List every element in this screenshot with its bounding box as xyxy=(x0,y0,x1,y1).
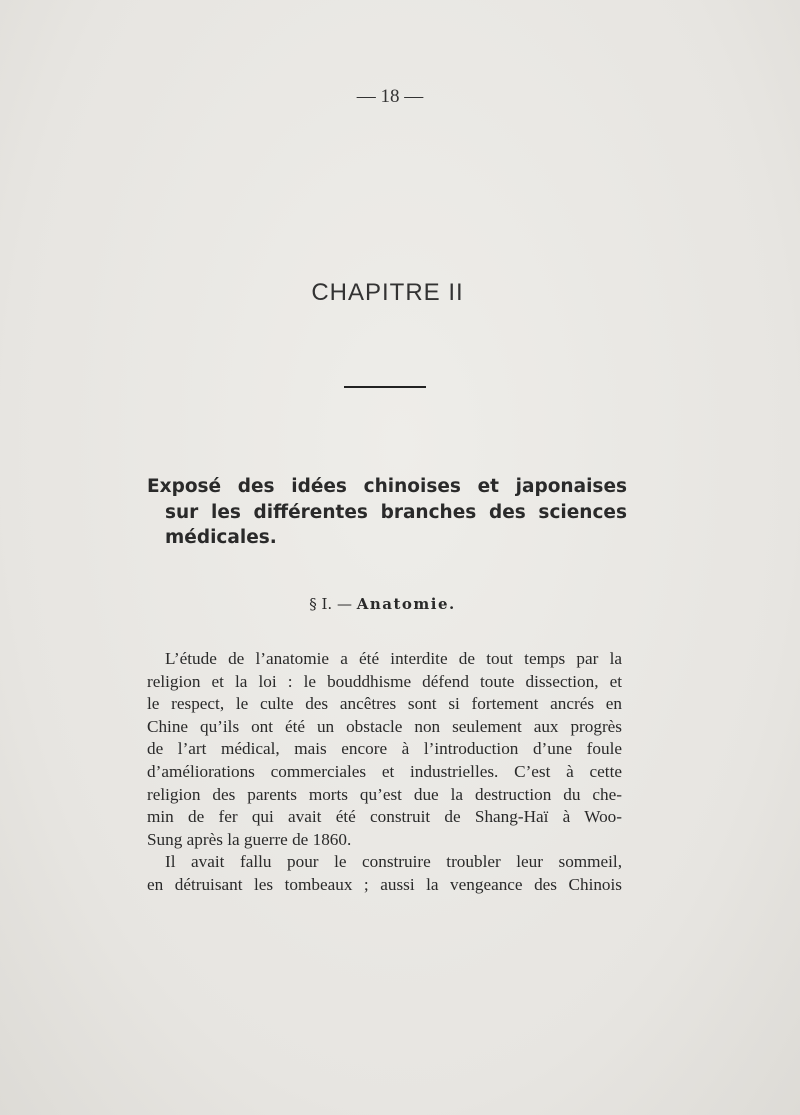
subtitle-line: médicales. xyxy=(165,527,277,548)
body-line: d’améliorations commerciales et industrielles. C’est à cette xyxy=(147,761,622,781)
body-paragraphs xyxy=(147,648,622,897)
body-line: le respect, le culte des ancêtres sont si fortement ancrés en xyxy=(147,694,622,714)
body-line: de l’art médical, mais encore à l’introduction d’une foule xyxy=(147,739,622,759)
body-line: religion des parents morts qu’est due la destruction du che- xyxy=(147,784,622,804)
body-line: en détruisant les tombeaux ; aussi la vengeance des Chinois xyxy=(147,874,622,894)
section-name: Anatomie. xyxy=(356,595,456,613)
body-line: Chine qu’ils ont été un obstacle non seulement aux progrès xyxy=(147,716,622,736)
body-line: Il avait fallu pour le construire troubler leur sommeil, xyxy=(165,852,622,872)
chapter-subtitle xyxy=(147,474,627,551)
chapter-title: CHAPITRE II xyxy=(311,279,464,306)
body-line: religion et la loi : le bouddhisme défend toute dissection, et xyxy=(147,671,622,691)
page-number: — 18 — xyxy=(356,86,424,107)
body-line: Sung après la guerre de 1860. xyxy=(147,829,352,849)
body-line: L’étude de l’anatomie a été interdite de tout temps par la xyxy=(165,649,622,668)
subtitle-line: Exposé des idées chinoises et japonaises xyxy=(147,476,627,497)
section-number: § I. — xyxy=(309,595,357,613)
chapter-divider xyxy=(344,386,426,388)
body-line: min de fer qui avait été construit de Shang-Haï à Woo- xyxy=(147,807,622,827)
subtitle-line: sur les différentes branches des sciences xyxy=(165,501,627,523)
section-heading xyxy=(0,595,765,613)
